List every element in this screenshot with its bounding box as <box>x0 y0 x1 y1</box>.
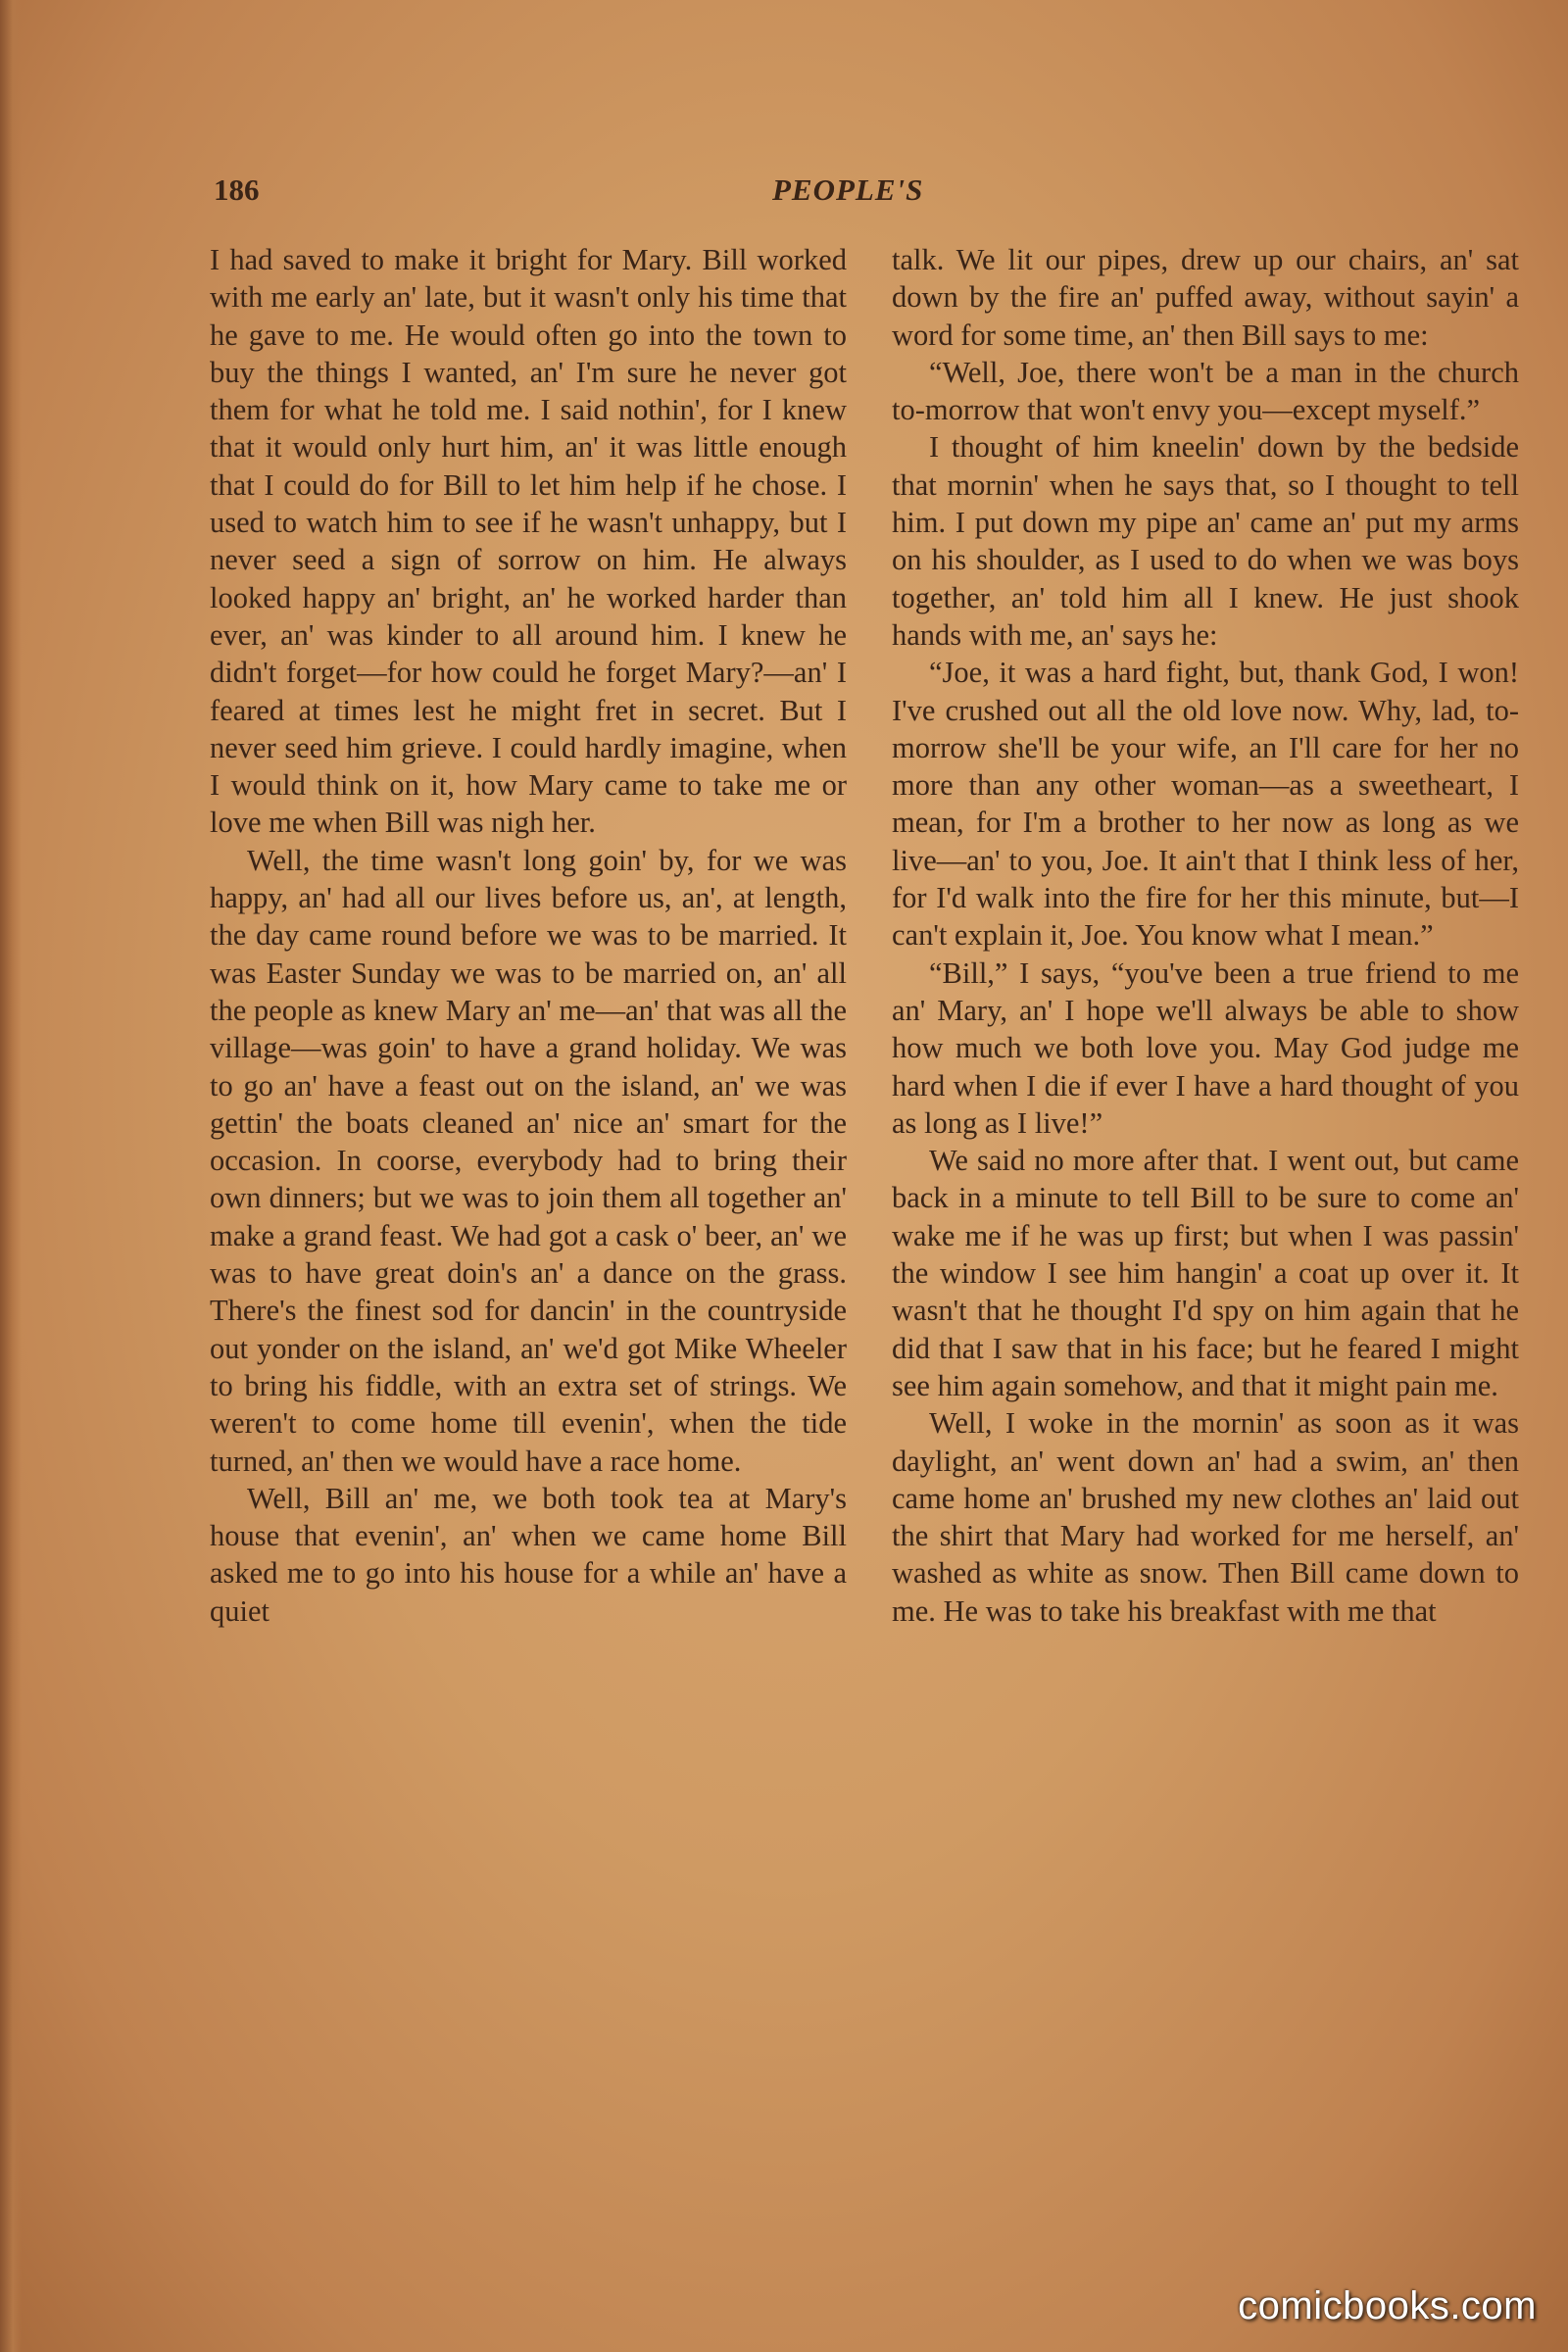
running-head: PEOPLE'S <box>772 172 924 207</box>
watermark: comicbooks.com <box>1238 2284 1537 2328</box>
paragraph: “Well, Joe, there won't be a man in the church to-morrow that won't envy you—except myself.” <box>892 355 1519 427</box>
paragraph: “Joe, it was a hard fight, but, thank God, I won! I've crushed out all the old love now. Why, lad, to-morrow she'll be your wife, an I'll care for her no more than any other woman—as a sweetheart, I mean, for I'm a brother to her now as long as we live—an' to you, Joe. It ain't that I think less of her, for I'd walk into the fire for her this minute, but—I can't explain it, Joe. You know what I mean.” <box>892 656 1519 953</box>
paragraph: I had saved to make it bright for Mary. Bill worked with me early an' late, but it wasn't only his time that he gave to me. He would often go into the town to buy the things I wanted, an' I'm sure he never got them for what he told me. I said nothin', for I knew that it would only hurt him, an' it was little enough that I could do for Bill to let him help if he chose. I used to watch him to see if he wasn't unhappy, but I never seed a sign of sorrow on him. He always looked happy an' bright, an' he worked harder than ever, an' was kinder to all around him. I knew he didn't forget—for how could he forget Mary?—an' I feared at times lest he might fret in secret. But I never seed him grieve. I could hardly imagine, when I would think on it, how Mary came to take me or love me when Bill was nigh her. <box>210 243 847 840</box>
page-header <box>214 172 1517 221</box>
paragraph: Well, I woke in the mornin' as soon as it was daylight, an' went down an' had a swim, an' then came home an' brushed my new clothes an' laid out the shirt that Mary had worked for me herself, an' washed as white as snow. Then Bill came down to me. He was to take his breakfast with me that <box>892 1406 1519 1628</box>
page-edge-shadow <box>0 0 22 2352</box>
paragraph: I thought of him kneelin' down by the bedside that mornin' when he says that, so I thought to tell him. I put down my pipe an' came an' put my arms on his shoulder, as I used to do when we was boys together, an' told him all I knew. He just shook hands with me, an' says he: <box>892 430 1519 652</box>
left-column <box>210 241 847 1630</box>
paragraph: Well, the time wasn't long goin' by, for we was happy, an' had all our lives before us, an', at length, the day came round before we was to be married. It was Easter Sunday we was to be married on, an' all the people as knew Mary an' me—an' that was all the village—was goin' to have a grand holiday. We was to go an' have a feast out on the island, an' we was gettin' the boats cleaned an' nice an' smart for the occasion. In coorse, everybody had to bring their own dinners; but we was to join them all together an' make a grand feast. We had got a cask o' beer, an' we was to have great doin's an' a dance on the grass. There's the finest sod for dancin' in the countryside out yonder on the island, an' we'd got Mike Wheeler to bring his fiddle, with an extra set of strings. We weren't to come home till evenin', when the tide turned, an' then we would have a race home. <box>210 843 847 1478</box>
paragraph: talk. We lit our pipes, drew up our chairs, an' sat down by the fire an' puffed away, without sayin' a word for some time, an' then Bill says to me: <box>892 243 1519 352</box>
page-number: 186 <box>214 172 260 207</box>
paragraph: “Bill,” I says, “you've been a true friend to me an' Mary, an' I hope we'll always be able to show how much we both love you. May God judge me hard when I die if ever I have a hard thought of you as long as I live!” <box>892 956 1519 1140</box>
right-column <box>892 241 1519 1630</box>
paragraph: Well, Bill an' me, we both took tea at Mary's house that evenin', an' when we came home Bill asked me to go into his house for a while an' have a quiet <box>210 1481 847 1628</box>
paragraph: We said no more after that. I went out, but came back in a minute to tell Bill to be sure to come an' wake me if he was up first; but when I was passin' the window I see him hangin' a coat up over it. It wasn't that he thought I'd spy on him again that he did that I saw that in his face; but he feared I might see him again somehow, and that it might pain me. <box>892 1144 1519 1402</box>
